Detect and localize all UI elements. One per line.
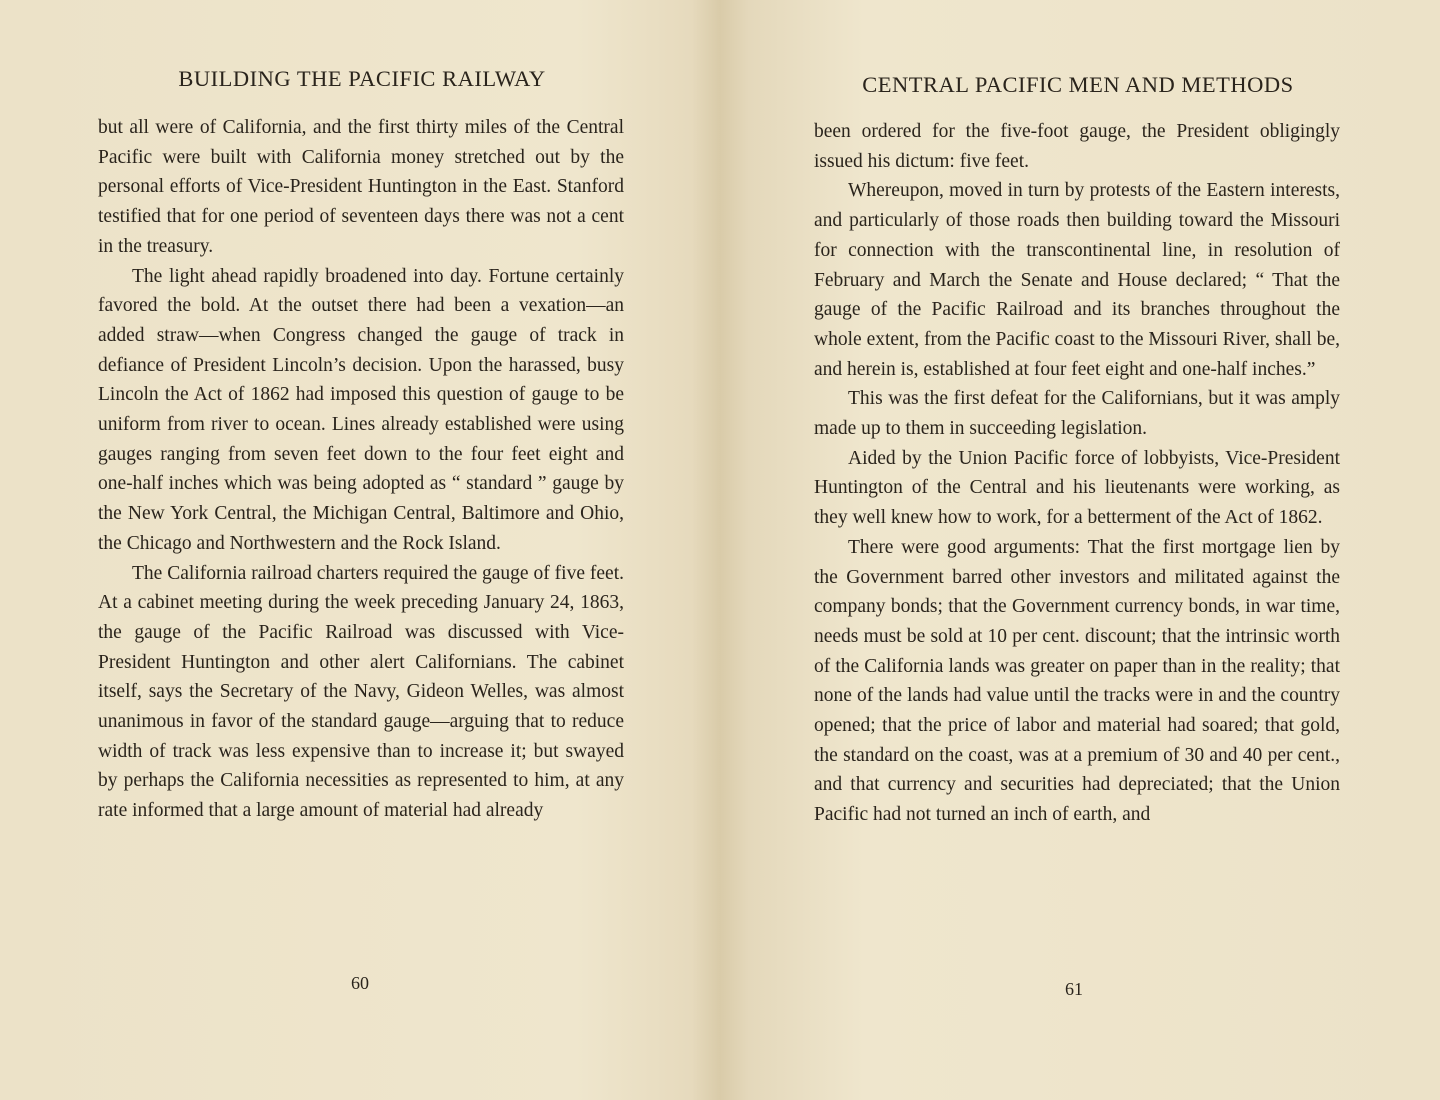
right-page-text [814, 117, 1340, 830]
paragraph: but all were of California, and the first thirty miles of the Central Pacific were built with California money stretched out by the personal efforts of Vice-President Huntington in the East. Stanford testified that for one period of seventeen days there was not a cent in the treasury. [98, 117, 624, 257]
right-page-number: 61 [1065, 979, 1083, 999]
paragraph: The California railroad charters required the gauge of five feet. At a cabinet meeting during the week preceding January 24, 1863, the gauge of the Pacific Railroad was discussed with Vice-President Huntington and other alert Californians. The cabinet itself, says the Secretary of the Navy, Gideon Welles, was almost unanimous in favor of the standard gauge—arguing that to reduce width of track was less expensive than to increase it; but swayed by perhaps the California necessities as represented to him, at any rate informed that a large amount of material had already [98, 562, 624, 822]
paragraph: Aided by the Union Pacific force of lobbyists, Vice-President Huntington of the Central and his lieutenants were working, as they well knew how to work, for a betterment of the Act of 1862. [814, 447, 1340, 529]
right-running-head: CENTRAL PACIFIC MEN AND METHODS [862, 72, 1294, 97]
paragraph: There were good arguments: That the first mortgage lien by the Government barred other investors and militated against the company bonds; that the Government currency bonds, in war time, needs must be sold at 10 per cent. discount; that the intrinsic worth of the California lands was greater on paper than in the reality; that none of the lands had value until the tracks were in and the country opened; that the price of labor and material had soared; that gold, the standard on the coast, was at a premium of 30 and 40 per cent., and that currency and securities had depreciated; that the Union Pacific had not turned an inch of earth, and [814, 536, 1340, 826]
left-page-text [98, 113, 624, 826]
left-page-number: 60 [351, 973, 369, 993]
paragraph: been ordered for the five-foot gauge, the President obligingly issued his dictum: five feet. [814, 121, 1340, 172]
right-page [720, 0, 1440, 1100]
paragraph: The light ahead rapidly broadened into day. Fortune certainly favored the bold. At the outset there had been a vexation—an added straw—when Congress changed the gauge of track in defiance of President Lincoln’s decision. Upon the harassed, busy Lincoln the Act of 1862 had imposed this question of gauge to be uniform from river to ocean. Lines already established were using gauges ranging from seven feet down to the four feet eight and one-half inches which was being adopted as “ standard ” gauge by the New York Central, the Michigan Central, Baltimore and Ohio, the Chicago and Northwestern and the Rock Island. [98, 265, 624, 554]
left-running-head: BUILDING THE PACIFIC RAILWAY [178, 66, 546, 91]
paragraph: Whereupon, moved in turn by protests of the Eastern interests, and particularly of those roads then building toward the Missouri for connection with the transcontinental line, in resolution of February and March the Senate and House declared; “ That the gauge of the Pacific Railroad and its branches throughout the whole extent, from the Pacific coast to the Missouri River, shall be, and herein is, established at four feet eight and one-half inches.” [814, 180, 1340, 380]
paragraph: This was the first defeat for the Californians, but it was amply made up to them in succeeding legislation. [814, 388, 1340, 440]
